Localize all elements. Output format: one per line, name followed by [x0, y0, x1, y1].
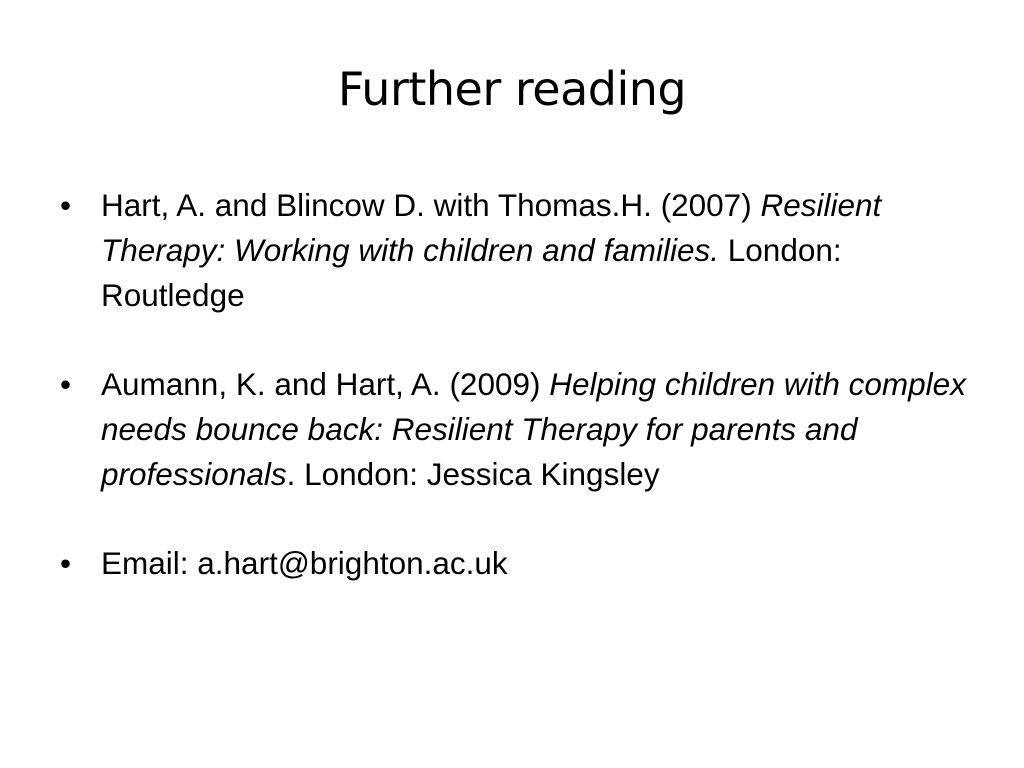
reference-item-hart-2007: [58, 183, 978, 318]
reference-publisher: . London: Jessica Kingsley: [286, 456, 660, 492]
reference-book-title: Resilient Therapy: Working with children and families.: [101, 187, 882, 268]
bullet-icon: •: [60, 187, 72, 223]
bullet-icon: •: [60, 545, 72, 581]
reference-authors: Aumann, K. and Hart, A. (2009): [101, 366, 550, 402]
reference-list: [58, 183, 978, 586]
contact-email-item: [58, 541, 978, 586]
contact-email: Email: a.hart@brighton.ac.uk: [101, 545, 508, 581]
reference-authors: Hart, A. and Blincow D. with Thomas.H. (2007): [101, 187, 761, 223]
reference-item-aumann-2009: [58, 362, 978, 497]
reference-publisher: London: Routledge: [101, 232, 842, 313]
bullet-icon: •: [60, 366, 72, 402]
reference-book-title: Helping children with complex needs bounce back: Resilient Therapy for parents and professionals: [101, 366, 966, 492]
slide-title: Further reading: [337, 62, 687, 116]
